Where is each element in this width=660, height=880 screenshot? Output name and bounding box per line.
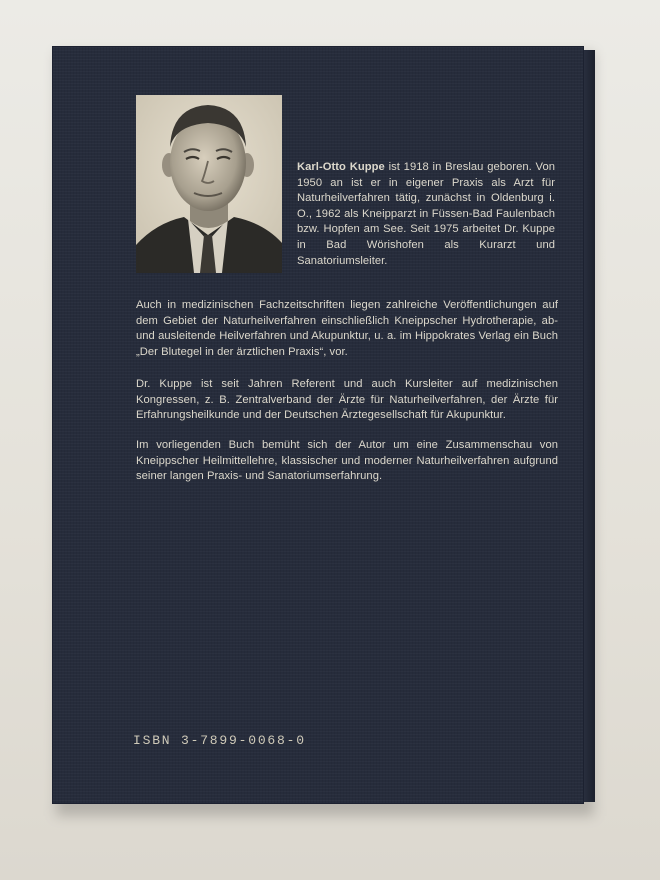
author-portrait-image [136,95,282,273]
paragraph-congresses: Dr. Kuppe ist seit Jahren Referent und auch Kursleiter auf medizinischen Kongressen, z. B. Zentralverband der Ärzte für Naturheilverfahren, der Ärzte für Erfahrungsheilkunde und der Deutschen Ärztegesellschaft für Akupunktur. [136,378,558,422]
paragraph-publications: Auch in medizinischen Fachzeitschriften liegen zahlreiche Veröffentlichungen auf dem Gebiet der Naturheilverfahren einschließlich Kneippscher Hydrotherapie, ab- und ausleitende Heilverfahren und Akupunktur, u. a. im Hippokrates Verlag ein Buch „Der Blutegel in der ärztlichen Praxis“, vor. [136,299,558,358]
isbn-number: ISBN 3-7899-0068-0 [133,733,306,748]
author-bio [297,160,555,269]
paragraph-book-summary: Im vorliegenden Buch bemüht sich der Autor um eine Zusammenschau von Kneippscher Heilmittellehre, klassischer und moderner Naturheilverfahren aufgrund seiner langen Praxis- und Sanatoriumserfahrung. [136,439,558,483]
author-bio-text: ist 1918 in Breslau geboren. Von 1950 an ist er in eigener Praxis als Arzt für Naturheilverfahren tätig, zunächst in Oldenburg i. O., 1962 als Kneipparzt in Füssen-Bad Faulenbach bzw. Hopfen am See. Seit 1975 arbeitet Dr. Kuppe in Bad Wörishofen als Kurarzt und Sanatoriumsleiter. [297,161,555,267]
author-portrait [136,95,282,273]
author-name: Karl-Otto Kuppe [297,161,385,173]
